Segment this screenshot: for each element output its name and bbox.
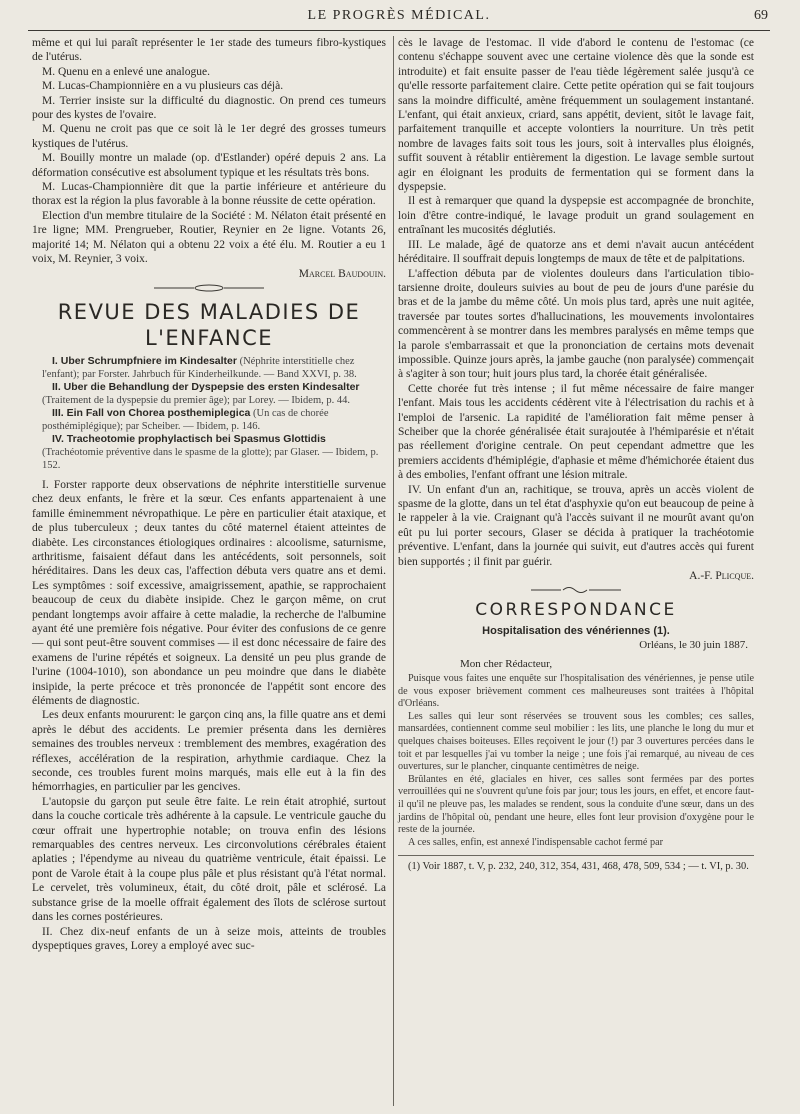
paragraph: M. Lucas-Championnière en a vu plusieurs cas déjà. [42,80,284,93]
paragraph: III. Le malade, âgé de quatorze ans et demi n'avait aucun antécédent héréditaire. Il souffrait depuis longtemps de maux de tête et de palpitations. [398,238,754,266]
reference-title: II. Uber die Behandlung der Dyspepsie des ersten Kindesalter [52,380,360,393]
reference-source: (Néphrite interstitielle chez l'enfant); par Forster. Jahrbuch für Kinderheilkunde. — Band XXVI, p. 38. [42,355,357,380]
paragraph: IV. Un enfant d'un an, rachitique, se trouva, après un accès violent de spasme de la glotte, dans un tel état d'asphyxie qu'on eut beaucoup de peine à le rappeler à la vie. Craignant qu'à l'accès suivant il ne mourût avant qu'on eût pu lui porter secours, Glaser se décida à pratiquer la trachéotomie préventive. L'enfant, dans la journée qui suivit, eut d'autres accès qui furent bien supportés ; il finit par guérir. [398,483,754,568]
paragraph: Cette chorée fut très intense ; il fut même nécessaire de faire manger l'enfant. Mais tous les accidents cédèrent vite à l'électrisation du rachis et à l'emploi de l'arsenic. La rapidité de l'amélioration fait même penser à Scheiber que la chorée généralisée était surajoutée à l'hémiparésie et n'était pas réellement d'origine centrale. On peut cependant admettre que les premiers accidents d'hémiplégie, d'aphasie et même d'hémichorée étaient dus à des embolies, l'enfant offrant une lésion mitrale. [398,382,754,482]
reference-item [32,381,386,407]
paragraph: Il est à remarquer que quand la dyspepsie est accompagnée de bronchite, loin d'être contre-indiqué, le lavage produit un grand soulagement en entraînant les mucosités déglutiés. [398,195,754,237]
ornament-divider [32,283,386,297]
paragraph: Election d'un membre titulaire de la Société : M. Nélaton était présenté en 1re ligne; MM. Prengrueber, Routier, Reynier en 2e ligne. Votants 26, majorité 14; M. Nélaton qui a obtenu 22 voix a été élu. M. Routier a eu 1 voix, M. Reynier, 3 voix. [32,209,386,266]
paragraph: L'autopsie du garçon put seule être faite. Le rein était atrophié, surtout dans la couche corticale très adhérente à la capsule. Le ventricule gauche du cœur offrait une hypertrophie notable; on trouva enfin des lésions remarquables des centres nerveux. Les circonvolutions cérébrales étaient aplaties ; l'épendyme au niveau du quatrième ventricule, était épaissi. Le pont de Varole était à la coupe plus pâle et plus résistant qu'à l'état normal. Le cervelet, très volumineux, était, du côté droit, pâle et sclérosé. La substance grise de la moelle offrait également des îlots de sclérose surtout dans les cornes postérieures. [32,795,386,924]
running-header [28,8,770,28]
paragraph: M. Terrier insiste sur la difficulté du diagnostic. On prend ces tumeurs pour des kystes de l'ovaire. [32,94,386,122]
ornament-divider [398,585,754,599]
section-title: REVUE DES MALADIES DE L'ENFANCE [57,299,361,350]
paragraph: M. Lucas-Championnière dit que la partie inférieure et antérieure du thorax est la région la plus favorable à la bonne réussite de cette opération. [32,181,386,208]
paragraph: L'affection débuta par de violentes douleurs dans l'articulation tibio-tarsienne droite, douleurs suivies au bout de peu de jours d'une parésie du bras et de la jambe du même côté. Un mois plus tard, après une nuit agitée, traversée par toutes sortes d'hallucinations, les mouvements involontaires commencèrent à se montrer dans les membres paralysés en même temps que la parole s'embarrassait et que la prononciation de certains mots devenait impossible. Quinze jours après, la jambe gauche (non paralysée) commençait à s'agiter à son tour; huit jours plus tard, la chorée était généralisée. [398,267,754,381]
paragraph: cès le lavage de l'estomac. Il vide d'abord le contenu de l'estomac (ce contenu s'échappe souvent avec une certaine violence dès que la sonde est introduite) et fait ensuite passer de l'eau tiède légèrement salée jusqu'à ce qu'elle ressorte parfaitement claire. Cette petite opération qui se fait toujours sans la moindre difficulté, amène fréquemment un soulagement instantané. L'enfant, qui était anxieux, criard, sans appétit, devient, sitôt le lavage fait, parfaitement tranquille et accepte volontiers la nourriture. Un très petit nombre de lavages faits soit tous les jours, soit à intervalles plus éloignés, suffit souvent à rétablir entièrement la digestion. Le lavage semble surtout agir en éloignant les produits de fermentation qui se forment dans la dyspepsie. [398,37,754,194]
paragraph: M. Quenu ne croit pas que ce soit là le 1er degré des grosses tumeurs kystiques de l'utérus. [32,123,386,150]
reference-source: (Un cas de chorée posthémiplégique); par Scheiber. — Ibidem, p. 146. [42,407,329,432]
reference-item [32,355,386,381]
signature: A.-F. Plicque. [689,570,754,583]
reference-item [32,433,386,472]
ornament-rule-icon [531,585,621,595]
journal-title: LE PROGRÈS MÉDICAL. [307,8,491,23]
salutation: Mon cher Rédacteur, [460,657,553,670]
paragraph: Puisque vous faites une enquête sur l'hospitalisation des vénériennes, je pense utile de vous exposer brièvement comment ces malheureuses sont traitées à l'hôpital d'Orléans. [398,673,754,710]
footnote: (1) Voir 1887, t. V, p. 232, 240, 312, 354, 431, 468, 478, 509, 534 ; — t. VI, p. 30. [408,861,749,873]
reference-title: IV. Tracheotomie prophylactisch bei Spasmus Glottidis [52,432,326,445]
paragraph: Les salles qui leur sont réservées se trouvent sous les combles; ces salles, mansardées, contiennent comme seul mobilier : les lits, une planche le long du mur et quelques chaises boiteuses. Elles reçoivent le jour (!) par 3 ouvertures percées dans le toit et par lesquelles j'ai vu tomber la neige ; une fois j'ai remarqué, au niveau de ces ouvertures, sur le plancher, cinquante centimètres de neige. [398,710,754,773]
page-number: 69 [754,8,768,23]
left-column [32,36,386,953]
reference-source: (Traitement de la dyspepsie du premier âge); par Lorey. — Ibidem, p. 44. [42,394,351,406]
section-title: CORRESPONDANCE [475,600,677,621]
header-rule [28,30,770,31]
reference-title: I. Uber Schrumpfniere im Kindesalter [52,354,237,367]
paragraph: II. Chez dix-neuf enfants de un à seize mois, atteints de troubles dyspeptiques graves, Lorey a employé avec suc- [32,925,386,952]
reference-list [32,355,386,472]
reference-source: (Trachéotomie préventive dans le spasme de la glotte); par Glaser. — Ibidem, p. 152. [42,446,379,471]
reference-title: III. Ein Fall von Chorea posthemiplegica [52,406,251,419]
ornament-rule-icon [154,283,264,293]
paragraph: même et qui lui paraît représenter le 1er stade des tumeurs fibro-kystiques de l'utérus. [32,37,386,64]
paragraph: Les deux enfants moururent: le garçon cinq ans, la fille quatre ans et demi après le début des accidents. Le premier présenta dans les dernières semaines des troubles nerveux : tremblement des membres, exagération des réflexes, accélération de la respiration, arhythmie cardiaque. Chez la seconde, ces troubles furent moins marqués, mais elle eut à la fin des hémorrhagies, en particulier par les gencives. [32,709,386,794]
paragraph: M. Quenu en a enlevé une analogue. [42,65,210,78]
paragraph: I. Forster rapporte deux observations de néphrite interstitielle survenue chez deux enfants, le frère et la sœur. Ces enfants appartenaient à une famille éminemment névropathique. Le père en particulier était ataxique, et de plus tuberculeux ; deux tantes du côté maternel étaient atteintes de diabète. Les circonstances étiologiques ordinaires : alcoolisme, saturnisme, arthritisme, faisaient défaut dans les antécédents, soit personnels, soit héréditaires. Dans les deux cas, l'affection débuta vers quatre ans et demi. Les symptômes : soif excessive, amaigrissement, apathie, se rapprochaient beaucoup de ceux du diabète insipide. Chez le garçon même, on crut pendant longtemps avoir affaire à cette maladie, la recherche de l'albumine ayant été une première fois négative. Pour éviter des confusions de ce genre — qui sont peut-être souvent commises — il est donc nécessaire de faire des examens de l'urine répétés et soigneux. La densité un peu plus grande de l'urine (1004-1010), son abondance un peu moindre que dans le diabète insipide, la perte précoce et très prononcée de l'appétit sont encore des éléments de diagnostic. [32,478,386,707]
footnote-rule [398,855,754,856]
paragraph: Brûlantes en été, glaciales en hiver, ces salles sont fermées par des portes verrouillées qui ne s'ouvrent qu'une fois par jour; tous les jours, en effet, et encore faut-il qu'il ne pleuve pas, les malades se rendent, sous la conduite d'une sœur, dans un des jardins de l'hôpital où, pendant une heure, elles font leur provision d'oxygène pour le reste de la journée. [398,773,754,836]
reference-item [32,407,386,433]
paragraph: M. Bouilly montre un malade (op. d'Estlander) opéré depuis 2 ans. La déformation consécutive est absolument typique et les résultats très bons. [32,152,386,179]
signature: Marcel Baudouin. [298,267,386,280]
column-divider [393,36,394,1106]
letter-body [398,673,754,849]
article-subtitle: Hospitalisation des vénériennes (1). [482,624,670,637]
dateline: Orléans, le 30 juin 1887. [639,639,748,652]
paragraph: A ces salles, enfin, est annexé l'indispensable cachot fermé par [408,836,664,848]
right-column [398,36,754,873]
